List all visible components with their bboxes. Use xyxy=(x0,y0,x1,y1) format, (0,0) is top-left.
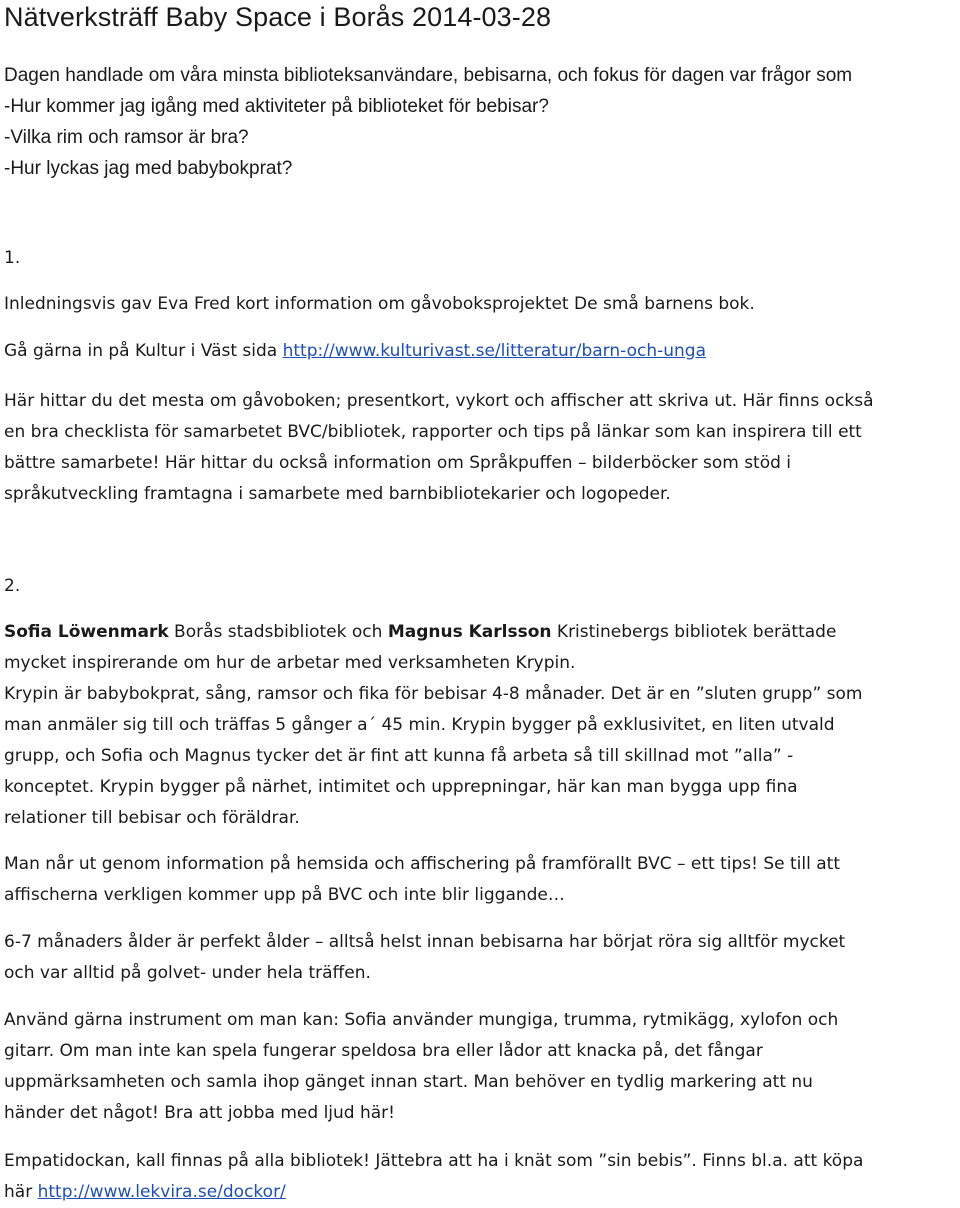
kulturivast-link[interactable]: http://www.kulturivast.se/litteratur/barn-och-unga xyxy=(282,341,706,361)
page-title: Nätverksträff Baby Space i Borås 2014-03-28 xyxy=(4,2,552,32)
paragraph-line: en bra checklista för samarbetet BVC/bibliotek, rapporter och tips på länkar som kan inspirera till ett xyxy=(4,422,862,442)
intro-line: Dagen handlade om våra minsta biblioteksanvändare, bebisarna, och fokus för dagen var frågor som xyxy=(4,65,853,86)
paragraph-line: gitarr. Om man inte kan spela fungerar speldosa bra eller lådor att knacka på, det fångar xyxy=(4,1041,763,1061)
section-2-paragraph-5 xyxy=(4,1146,863,1208)
paragraph-line: grupp, och Sofia och Magnus tycker det är fint att kunna få arbeta så till skillnad mot ”alla” - xyxy=(4,746,794,766)
paragraph-line: man anmäler sig till och träffas 5 gånger a´ 45 min. Krypin bygger på exklusivitet, en liten utvald xyxy=(4,715,835,735)
paragraph-line xyxy=(4,617,862,648)
section-1-intro: Inledningsvis gav Eva Fred kort information om gåvoboksprojektet De små barnens bok. xyxy=(4,294,755,314)
paragraph-line: språkutveckling framtagna i samarbete med barnbibliotekarier och logopeder. xyxy=(4,484,671,504)
paragraph-line: mycket inspirerande om hur de arbetar med verksamheten Krypin. xyxy=(4,653,576,673)
section-1-number: 1. xyxy=(4,248,21,268)
paragraph-line: händer det något! Bra att jobba med ljud här! xyxy=(4,1103,395,1123)
section-2-paragraph-1 xyxy=(4,617,862,834)
text-span: Kristinebergs bibliotek berättade xyxy=(551,622,837,642)
paragraph-line: relationer till bebisar och föräldrar. xyxy=(4,808,300,828)
paragraph-line: 6-7 månaders ålder är perfekt ålder – alltså helst innan bebisarna har börjat röra sig alltför mycket xyxy=(4,932,846,952)
link-prefix: Gå gärna in på Kultur i Väst sida xyxy=(4,341,283,361)
link-prefix: här xyxy=(4,1182,38,1202)
paragraph-line: Man når ut genom information på hemsida och affischering på framförallt BVC – ett tips! Se till att xyxy=(4,854,841,874)
presenter-name: Sofia Löwenmark xyxy=(4,622,169,642)
paragraph-line: Krypin är babybokprat, sång, ramsor och fika för bebisar 4-8 månader. Det är en ”sluten grupp” som xyxy=(4,684,863,704)
intro-line: -Hur lyckas jag med babybokprat? xyxy=(4,158,293,179)
text-span: Borås stadsbibliotek och xyxy=(168,622,388,642)
paragraph-line: uppmärksamheten och samla ihop gänget innan start. Man behöver en tydlig markering att nu xyxy=(4,1072,813,1092)
intro-line: -Vilka rim och ramsor är bra? xyxy=(4,127,249,148)
paragraph-line: affischerna verkligen kommer upp på BVC och inte blir liggande… xyxy=(4,885,565,905)
presenter-name: Magnus Karlsson xyxy=(387,622,552,642)
lekvira-link[interactable]: http://www.lekvira.se/dockor/ xyxy=(37,1182,286,1202)
section-2-paragraph-3 xyxy=(4,927,845,989)
section-1-details xyxy=(4,386,874,510)
paragraph-line: Använd gärna instrument om man kan: Sofia använder mungiga, trumma, rytmikägg, xylofon och xyxy=(4,1010,839,1030)
section-2-paragraph-4 xyxy=(4,1005,838,1129)
intro-paragraph xyxy=(4,60,852,184)
paragraph-line xyxy=(4,1177,863,1208)
section-2-number: 2. xyxy=(4,576,21,596)
paragraph-line: Här hittar du det mesta om gåvoboken; presentkort, vykort och affischer att skriva ut. Här finns också xyxy=(4,391,874,411)
paragraph-line: och var alltid på golvet- under hela träffen. xyxy=(4,963,371,983)
section-1-link-line xyxy=(4,336,706,367)
paragraph-line: bättre samarbete! Här hittar du också information om Språkpuffen – bilderböcker som stöd i xyxy=(4,453,792,473)
section-2-paragraph-2 xyxy=(4,849,840,911)
paragraph-line: konceptet. Krypin bygger på närhet, intimitet och upprepningar, här kan man bygga upp fina xyxy=(4,777,798,797)
paragraph-line: Empatidockan, kall finnas på alla bibliotek! Jättebra att ha i knät som ”sin bebis”. Finns bl.a. att köpa xyxy=(4,1151,864,1171)
intro-line: -Hur kommer jag igång med aktiviteter på biblioteket för bebisar? xyxy=(4,96,549,117)
